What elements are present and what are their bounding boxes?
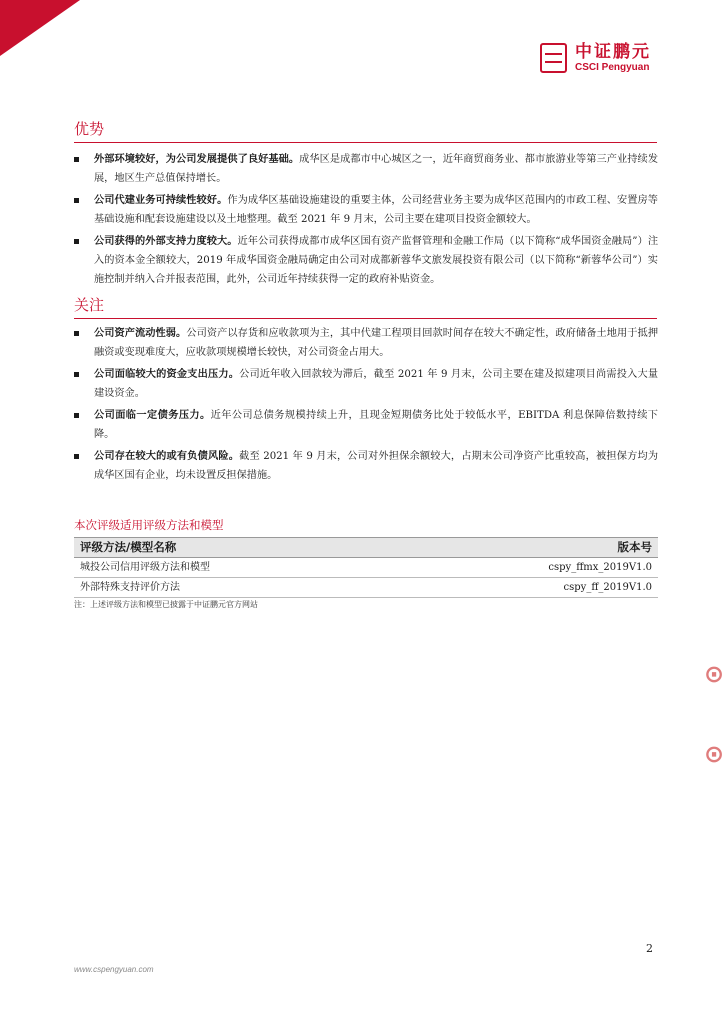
method-version: cspy_ff_2019V1.0 [563, 582, 652, 593]
list-item: 公司存在较大的或有负债风险。截至 2021 年 9 月末，公司对外担保余额较大，占期末公司净资产比重较高，被担保方均为成华区国有企业，均未设置反担保措施。 [74, 447, 658, 485]
logo-english-name: CSCI Pengyuan [575, 62, 650, 73]
concerns-heading: 关注 [74, 294, 657, 319]
bullet-icon [74, 454, 79, 459]
advantages-list [74, 150, 658, 292]
page-number: 2 [646, 942, 653, 955]
footer-url: www.cspengyuan.com [74, 965, 154, 974]
column-header-name: 评级方法/模型名称 [80, 540, 177, 554]
table-caption: 本次评级适用评级方法和模型 [74, 518, 224, 532]
methods-table [74, 537, 658, 598]
column-header-version: 版本号 [617, 540, 652, 554]
bullet-icon [74, 413, 79, 418]
bullet-icon [74, 198, 79, 203]
list-item: 公司面临一定债务压力。近年公司总债务规模持续上升，且现金短期债务比处于较低水平，EBITDA 利息保障倍数持续下降。 [74, 406, 658, 444]
seal-stamp-icon: ⊙ [704, 660, 724, 688]
seal-stamp-icon: ⊙ [704, 740, 724, 768]
logo-icon [540, 43, 567, 73]
bullet-icon [74, 157, 79, 162]
list-item: 公司获得的外部支持力度较大。近年公司获得成都市成华区国有资产监督管理和金融工作局（以下简称“成华国资金融局”）注入的资本金全额较大，2019 年成华国资金融局确定由公司对成都新蓉华文旅发展投资有限公司（以下简称“新蓉华公司”）实施控制并纳入合并报表范围，此外，公司近年持续获得一定的政府补贴资金。 [74, 232, 658, 289]
logo-chinese-name: 中证鹏元 [575, 42, 651, 62]
bullet-icon [74, 239, 79, 244]
concerns-list [74, 324, 658, 488]
list-item: 公司资产流动性弱。公司资产以存货和应收款项为主，其中代建工程项目回款时间存在较大不确定性，政府储备土地用于抵押融资或变现难度大，应收款项规模增长较快，对公司资金占用大。 [74, 324, 658, 362]
table-row [74, 578, 658, 598]
header-corner-decoration [0, 0, 80, 56]
bullet-icon [74, 372, 79, 377]
method-version: cspy_ffmx_2019V1.0 [548, 562, 652, 573]
list-item: 公司面临较大的资金支出压力。公司近年收入回款较为滞后，截至 2021 年 9 月末，公司主要在建及拟建项目尚需投入大量建设资金。 [74, 365, 658, 403]
list-item: 公司代建业务可持续性较好。作为成华区基础设施建设的重要主体，公司经营业务主要为成华区范围内的市政工程、安置房等基础设施和配套设施建设以及土地整理。截至 2021 年 9 月末，公司主要在建项目投资金额较大。 [74, 191, 658, 229]
table-row [74, 558, 658, 578]
method-name: 外部特殊支持评价方法 [80, 582, 180, 593]
list-item: 外部环境较好，为公司发展提供了良好基础。成华区是成都市中心城区之一，近年商贸商务业、都市旅游业等第三产业持续发展，地区生产总值保持增长。 [74, 150, 658, 188]
table-header-row [74, 537, 658, 558]
method-name: 城投公司信用评级方法和模型 [80, 562, 210, 573]
table-note: 注：上述评级方法和模型已披露于中证鹏元官方网站 [74, 600, 258, 609]
company-logo [540, 42, 651, 74]
bullet-icon [74, 331, 79, 336]
advantages-heading: 优势 [74, 118, 657, 143]
